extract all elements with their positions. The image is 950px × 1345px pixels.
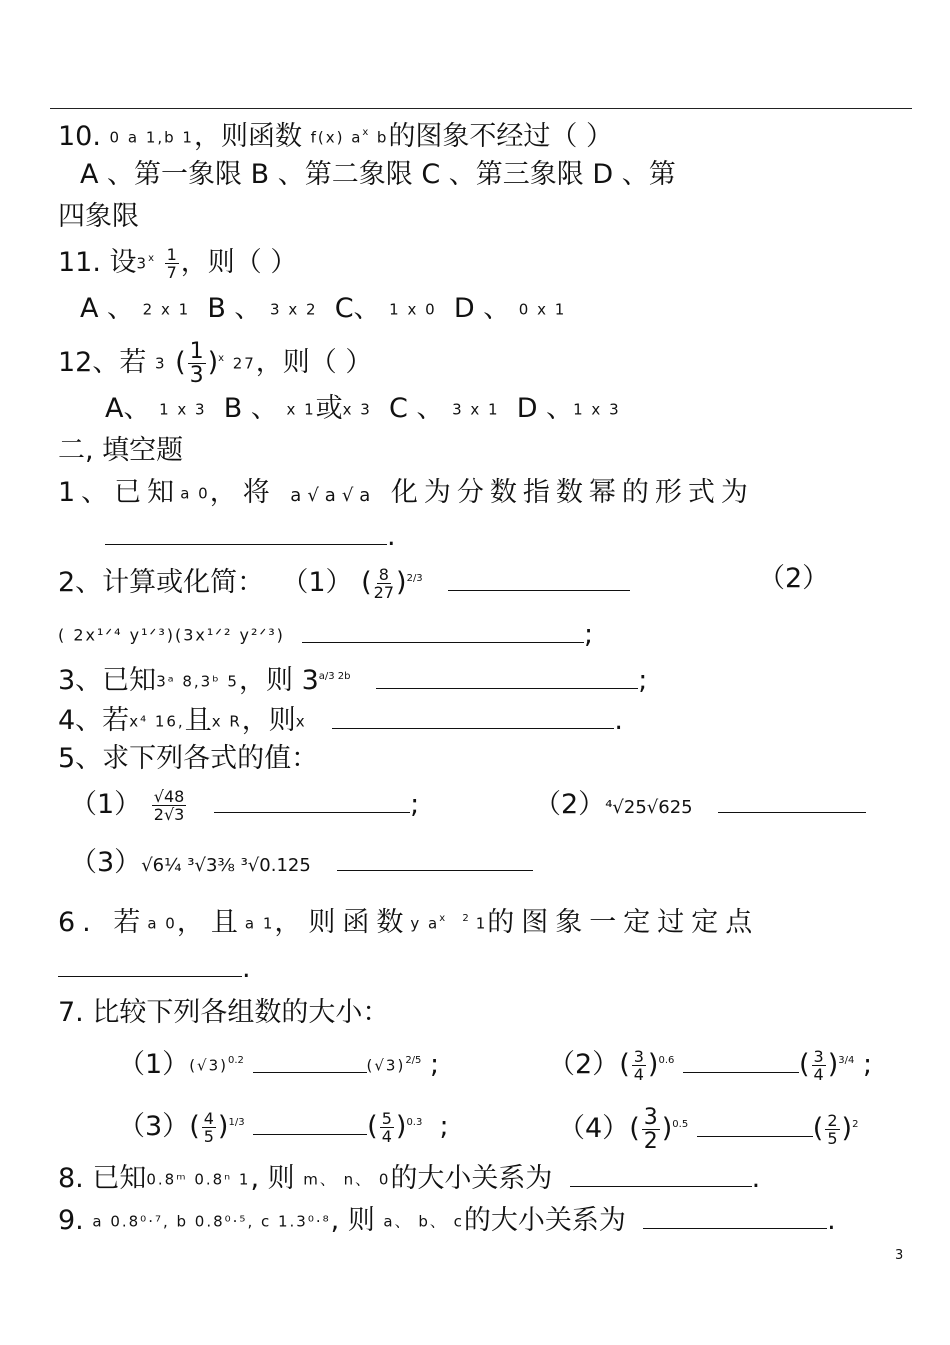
fill-3: 3、已知3ᵃ 8,3ᵇ 5，则 $3^{a/3 2b}$ ;: [58, 660, 647, 699]
question-10-options: A 、第一象限 B 、第二象限 C 、第三象限 D 、第: [80, 159, 676, 190]
answer-blank[interactable]: [253, 1108, 367, 1135]
answer-blank[interactable]: [337, 844, 533, 871]
answer-blank[interactable]: [214, 786, 410, 813]
answer-blank[interactable]: [697, 1110, 813, 1137]
answer-blank[interactable]: [253, 1046, 367, 1073]
section-heading: 二, 填空题: [58, 435, 184, 466]
question-12-options: A、 1 x 3 B 、 x 1或x 3 C 、 3 x 1 D 、1 x 3: [105, 393, 621, 424]
answer-blank[interactable]: [105, 518, 387, 545]
question-11: 11. 设3$^x$ $\frac{1}{7}$ ，则（ ）: [58, 245, 298, 282]
fill-6-answer: .: [58, 950, 251, 986]
fraction: $\frac{1}{7}$: [166, 245, 177, 282]
fill-8: 8. 已知0.8ᵐ 0.8ⁿ 1, 则 m、 n、 0的大小关系为 .: [58, 1160, 760, 1197]
answer-blank[interactable]: [683, 1046, 799, 1073]
fill-4: 4、若x⁴ 16,且x R，则x .: [58, 702, 623, 739]
answer-blank[interactable]: [448, 564, 630, 591]
question-11-options: A 、 2 x 1 B 、 3 x 2 C、 1 x 0 D 、 0 x 1: [80, 293, 567, 324]
fill-5-part1: （1） $\frac{√48}{2√3}$ ;: [70, 787, 420, 824]
fill-7-part4: （4）( $\frac{3}{2}$ )$^{0.5}$ ( $\frac{2}{5}$ )$^2$: [558, 1105, 859, 1154]
fill-2-part2: ( 2x¹ᐟ⁴ y¹ᐟ³)(3x¹ᐟ² y²ᐟ³) ;: [58, 616, 593, 653]
answer-blank[interactable]: [376, 662, 638, 689]
fill-5-part3: （3）√6¼ ³√3⅜ ³√0.125: [70, 844, 533, 883]
fill-1: 1、已知a 0，将 a√a√a 化为分数指数幂的形式为: [58, 477, 754, 508]
question-10-options-cont: 四象限: [58, 201, 139, 232]
fill-1-answer: .: [105, 518, 396, 554]
question-10: 10. 0 a 1,b 1，则函数 f(x) $a^x$ b的图象不经过（ ）: [58, 121, 614, 152]
fill-7-part2: （2）( $\frac{3}{4}$ )$^{0.6}$ ( $\frac{3}{4}$ )$^{3/4}$ ;: [548, 1047, 873, 1084]
fill-7-part1: $(1)(√3)^{0.2}$ $(√3)^{2/5}$ ;: [118, 1044, 439, 1083]
question-12: 12、若 3 ( $\frac{1}{3}$ )$^x$ 27，则（ ）: [58, 339, 373, 388]
fill-7-part3: （3）( $\frac{4}{5}$ )$^{1/3}$ ( $\frac{5}{4}$ )$^{0.3}$ ;: [118, 1109, 449, 1146]
answer-blank[interactable]: [332, 702, 614, 729]
fill-5: 5、求下列各式的值：: [58, 743, 319, 774]
fill-6: 6. 若a 0，且a 1，则函数y $a^{x 2}1$的图象一定过定点: [58, 907, 760, 938]
page-number: 3: [895, 1248, 904, 1263]
answer-blank[interactable]: [302, 616, 584, 643]
fill-5-part2: （2）⁴√25√625: [534, 786, 866, 825]
fill-2-part2-label: （2）: [758, 563, 830, 594]
fill-7: 7. 比较下列各组数的大小：: [58, 997, 390, 1028]
fill-9: 9. a 0.8⁰·⁷, b 0.8⁰·⁵, c 1.3⁰·⁸, 则 a、 b、 c的大小关系为 .: [58, 1202, 836, 1239]
header-rule: [50, 108, 912, 109]
answer-blank[interactable]: [718, 786, 866, 813]
answer-blank[interactable]: [58, 950, 242, 977]
answer-blank[interactable]: [570, 1160, 752, 1187]
fill-2: 2、计算或化简： （1） ( $\frac{8}{27}$ )$^{2/3}$: [58, 562, 630, 601]
answer-blank[interactable]: [643, 1202, 827, 1229]
